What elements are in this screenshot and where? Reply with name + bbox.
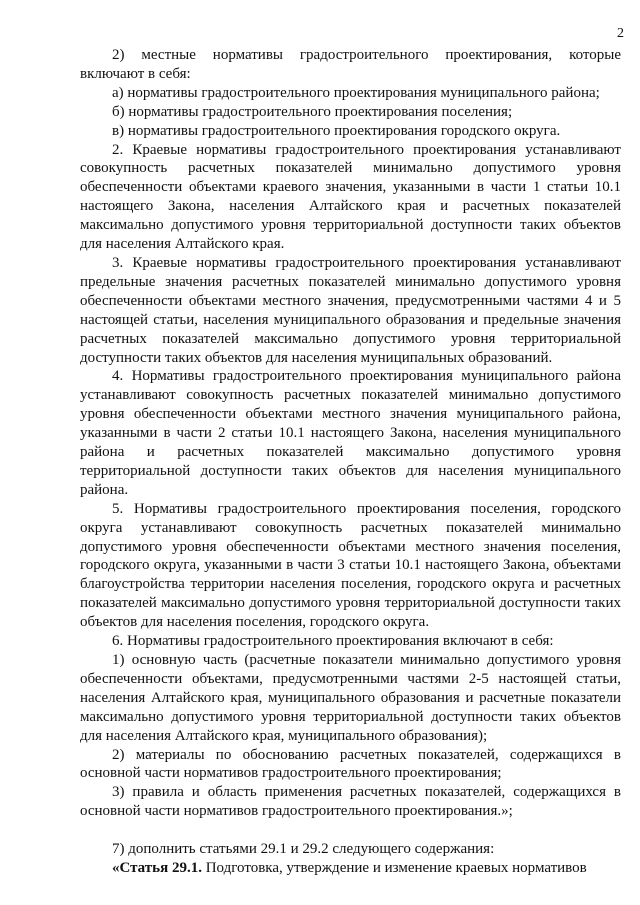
page-number: 2 <box>617 26 624 41</box>
paragraph-part-6: 6. Нормативы градостроительного проектирования включают в себя: <box>112 633 554 650</box>
paragraph-article-29-1 <box>80 859 621 878</box>
paragraph-part-4: 4. Нормативы градостроительного проектирования муниципального района устанавливают совокупность расчетных показателей минимально допустимого уровня обеспеченности объектами местного значения муниципального района, указанными в части 2 статьи 10.1 настоящего Закона, населения муниципального района и расчетных показателей максимально допустимого уровня территориальной доступности таких объектов для населения муниципального района. <box>80 368 621 498</box>
article-title-text: Подготовка, утверждение и изменение краевых нормативов <box>201 860 587 877</box>
paragraph-subitem-v: в) нормативы градостроительного проектирования городского округа. <box>112 122 561 139</box>
paragraph-part-6-item-1: 1) основную часть (расчетные показатели минимально допустимого уровня обеспеченности объектами, предусмотренными частями 2-5 настоящей статьи, населения Алтайского края, муниципального образования и расчетные показатели максимально допустимого уровня территориальной доступности таких объектов для населения Алтайского края, муниципального образования); <box>80 652 621 744</box>
paragraph-subitem-b: б) нормативы градостроительного проектирования поселения; <box>112 103 513 120</box>
article-open-quote: « <box>112 860 120 877</box>
paragraph-part-6-item-3: 3) правила и область применения расчетных показателей, содержащихся в основной части нормативов градостроительного проектирования.»; <box>80 784 621 820</box>
paragraph-subitem-a: а) нормативы градостроительного проектирования муниципального района; <box>112 84 600 101</box>
article-heading: Статья 29.1. <box>119 860 202 877</box>
document-body <box>80 46 621 878</box>
paragraph-part-3: 3. Краевые нормативы градостроительного проектирования устанавливают предельные значения расчетных показателей минимально допустимого уровня обеспеченности объектами местного значения, предусмотренными частями 4 и 5 настоящей статьи, населения муниципального образования и предельные значения расчетных показателей максимально допустимого уровня территориальной доступности таких объектов для населения муниципальных образований. <box>80 254 621 366</box>
paragraph-item-2-local-norms: 2) местные нормативы градостроительного проектирования, которые включают в себя: <box>80 47 621 82</box>
paragraph-part-5: 5. Нормативы градостроительного проектирования поселения, городского округа устанавливают совокупность расчетных показателей минимально допустимого уровня обеспеченности объектами местного значения поселения, городского округа, указанными в части 3 статьи 10.1 настоящего Закона, объектами благоустройства территории населения поселения, городского округа и расчетных показателей максимально допустимого уровня территориальной доступности таких объектов для населения поселения, городского округа. <box>80 500 621 631</box>
paragraph-item-7: 7) дополнить статьями 29.1 и 29.2 следующего содержания: <box>112 841 495 858</box>
paragraph-part-6-item-2: 2) материалы по обоснованию расчетных показателей, содержащихся в основной части нормативов градостроительного проектирования; <box>80 746 621 782</box>
paragraph-part-2: 2. Краевые нормативы градостроительного проектирования устанавливают совокупность расчетных показателей минимально допустимого уровня обеспеченности объектами краевого значения, указанными в части 1 статьи 10.1 настоящего Закона, населения Алтайского края и расчетных показателей максимально допустимого уровня территориальной доступности таких объектов для населения Алтайского края. <box>80 141 621 253</box>
